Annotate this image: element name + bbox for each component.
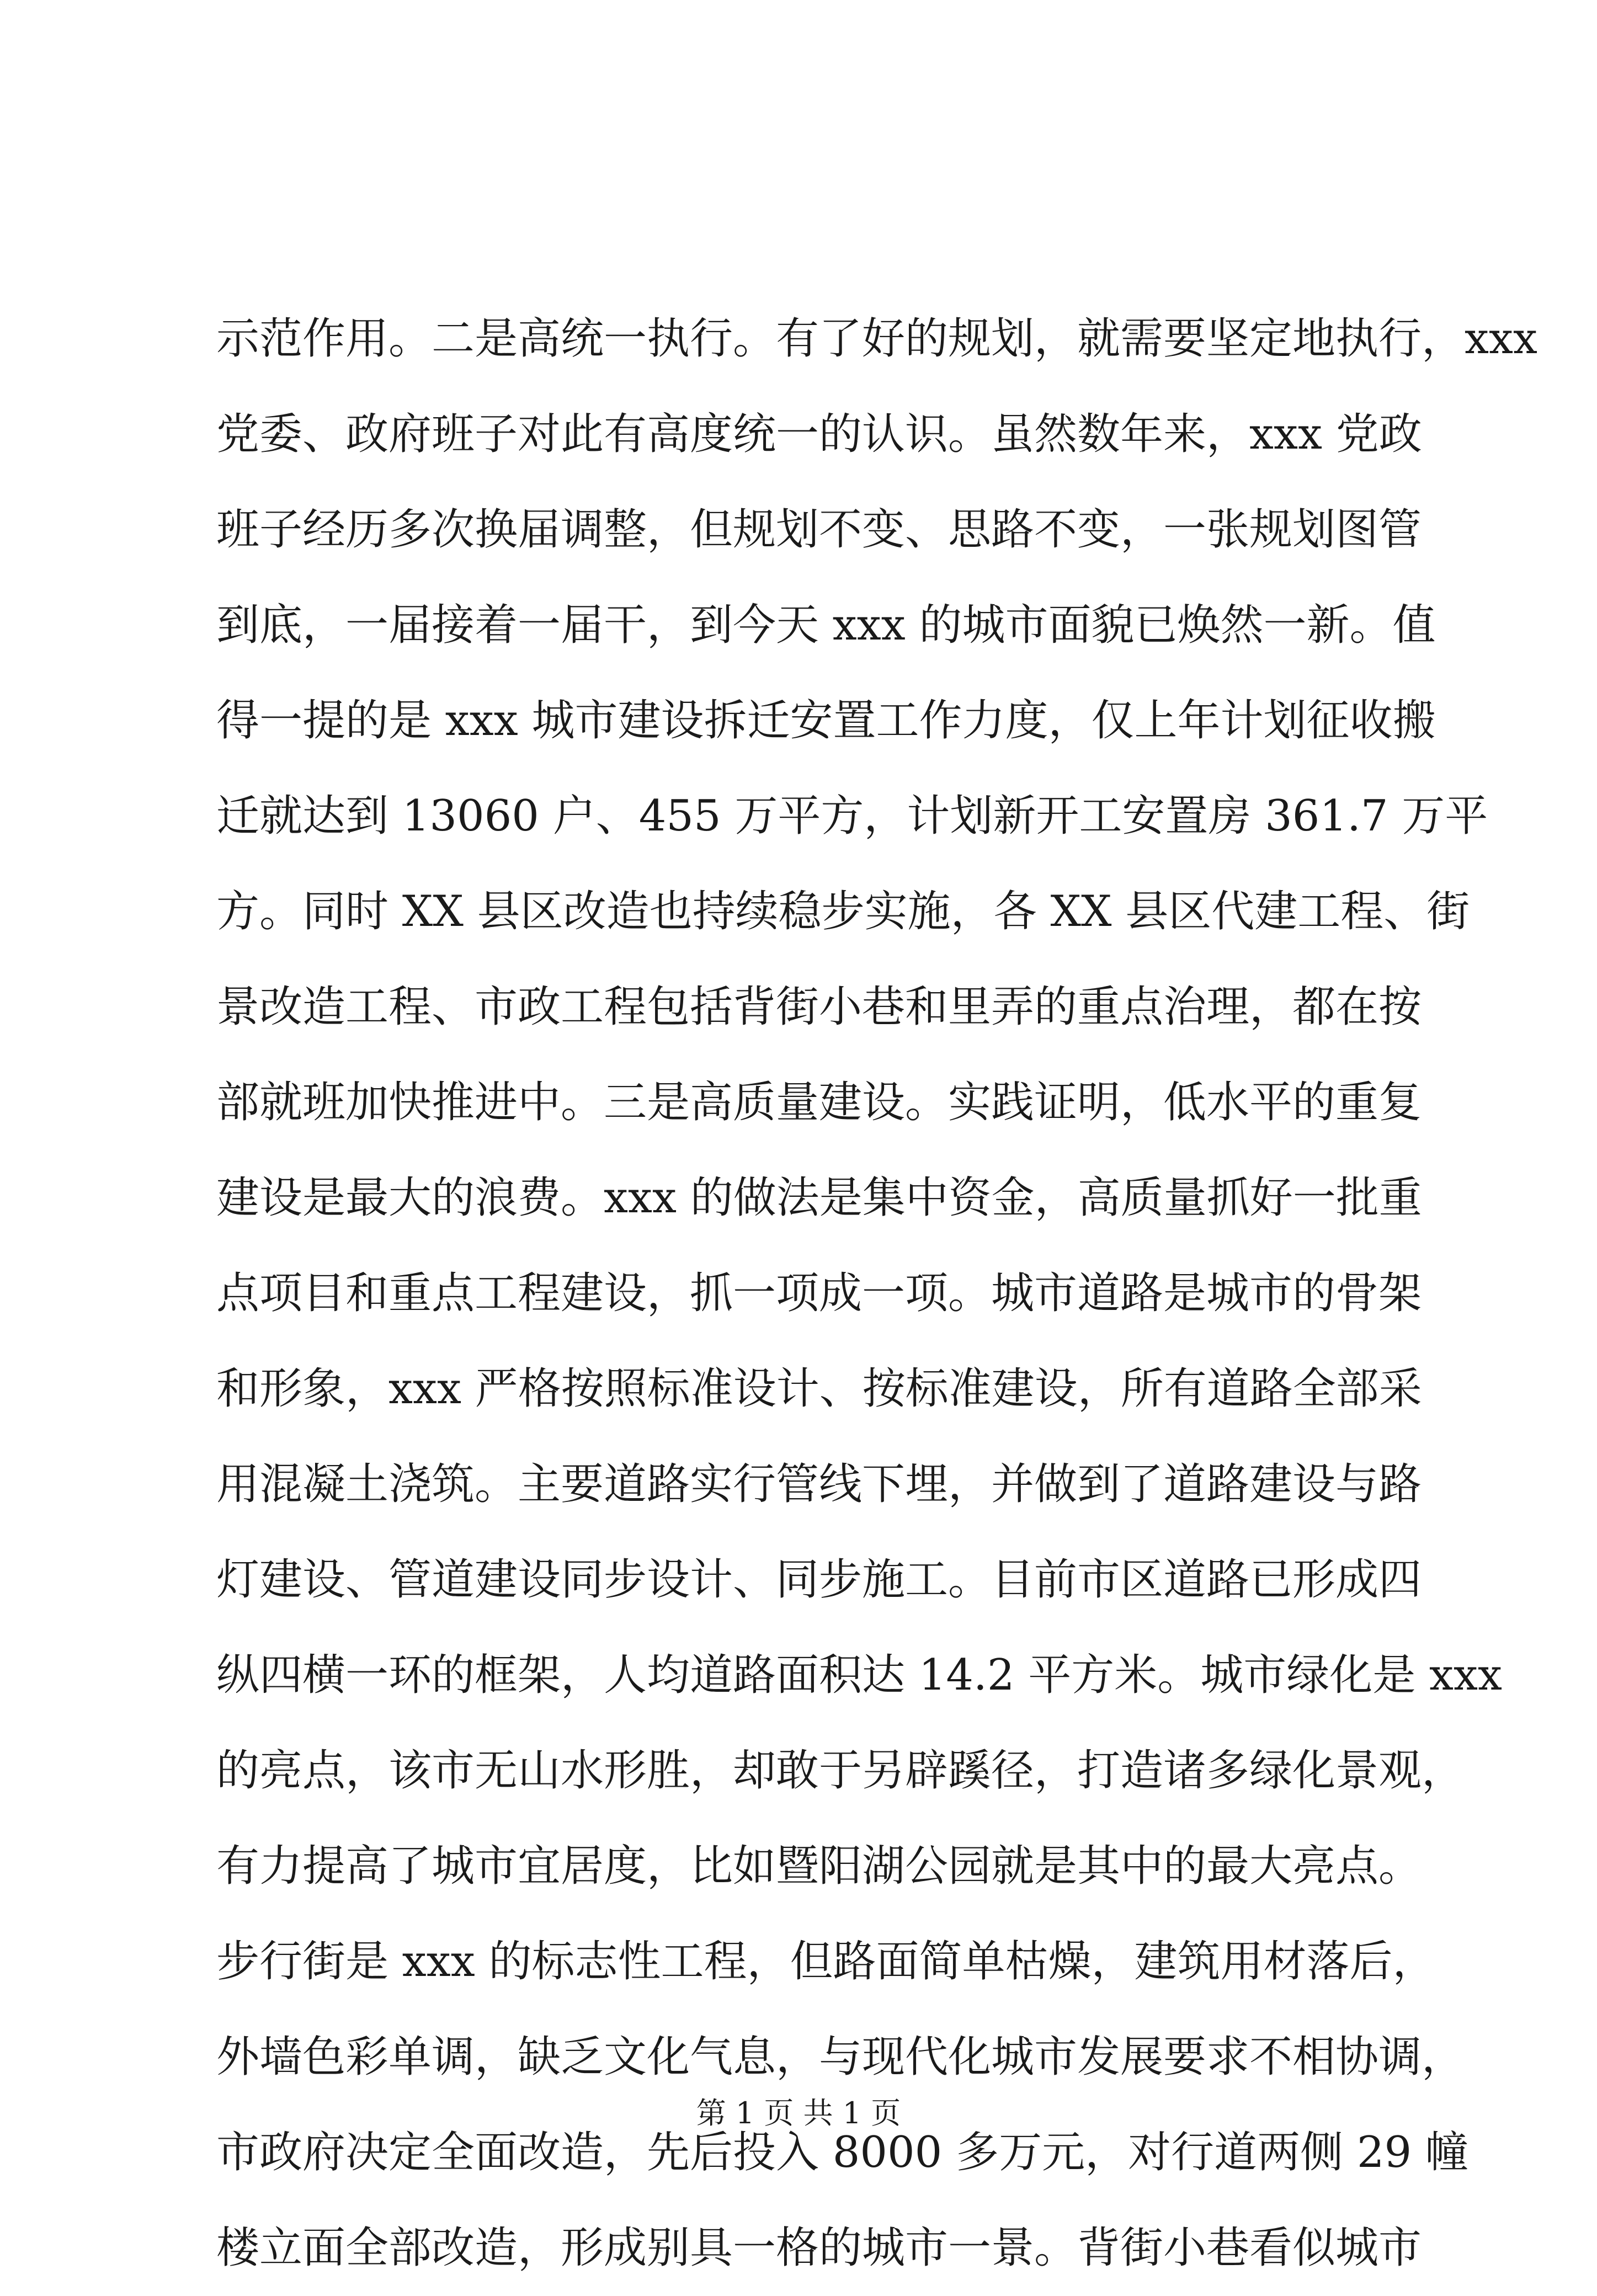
text-line: 点项目和重点工程建设，抓一项成一项。城市道路是城市的骨架 (216, 1269, 1422, 1318)
text-line: 部就班加快推进中。三是高质量建设。实践证明，低水平的重复 (216, 1078, 1422, 1127)
page-number-footer: 第 1 页 共 1 页 (696, 2096, 901, 2130)
text-line: 党委、政府班子对此有高度统一的认识。虽然数年来，xxx 党政 (216, 409, 1422, 459)
text-line: 景改造工程、市政工程包括背街小巷和里弄的重点治理，都在按 (216, 982, 1422, 1032)
text-line: 迁就达到 13060 户、455 万平方，计划新开工安置房 361.7 万平 (216, 791, 1488, 841)
text-line: 到底，一届接着一届干，到今天 xxx 的城市面貌已焕然一新。值 (216, 600, 1436, 650)
text-line: 得一提的是 xxx 城市建设拆迁安置工作力度，仅上年计划征收搬 (216, 696, 1436, 745)
text-line: 建设是最大的浪费。xxx 的做法是集中资金，高质量抓好一批重 (216, 1173, 1422, 1223)
body-text (216, 291, 1537, 2296)
text-line: 和形象，xxx 严格按照标准设计、按标准建设，所有道路全部采 (216, 1364, 1422, 1414)
text-line: 有力提高了城市宜居度，比如暨阳湖公园就是其中的最大亮点。 (216, 1841, 1422, 1891)
text-line: 灯建设、管道建设同步设计、同步施工。目前市区道路已形成四 (216, 1555, 1422, 1605)
text-line: 市政府决定全面改造，先后投入 8000 多万元，对行道两侧 29 幢 (216, 2128, 1468, 2177)
text-line: 方。同时 XX 县区改造也持续稳步实施，各 XX 县区代建工程、街 (216, 887, 1470, 936)
text-line: 的亮点，该市无山水形胜，却敢于另辟蹊径，打造诸多绿化景观， (216, 1746, 1465, 1796)
text-line: 步行街是 xxx 的标志性工程，但路面简单枯燥，建筑用材落后， (216, 1937, 1436, 1986)
text-line: 示范作用。二是高统一执行。有了好的规划，就需要坚定地执行，xxx (216, 314, 1537, 364)
text-line: 楼立面全部改造，形成别具一格的城市一景。背街小巷看似城市 (216, 2223, 1422, 2273)
text-line: 班子经历多次换届调整，但规划不变、思路不变，一张规划图管 (216, 505, 1422, 555)
text-line: 外墙色彩单调，缺乏文化气息，与现代化城市发展要求不相协调， (216, 2032, 1465, 2082)
text-line: 用混凝土浇筑。主要道路实行管线下埋，并做到了道路建设与路 (216, 1459, 1422, 1509)
text-line: 纵四横一环的框架，人均道路面积达 14.2 平方米。城市绿化是 xxx (216, 1650, 1503, 1700)
